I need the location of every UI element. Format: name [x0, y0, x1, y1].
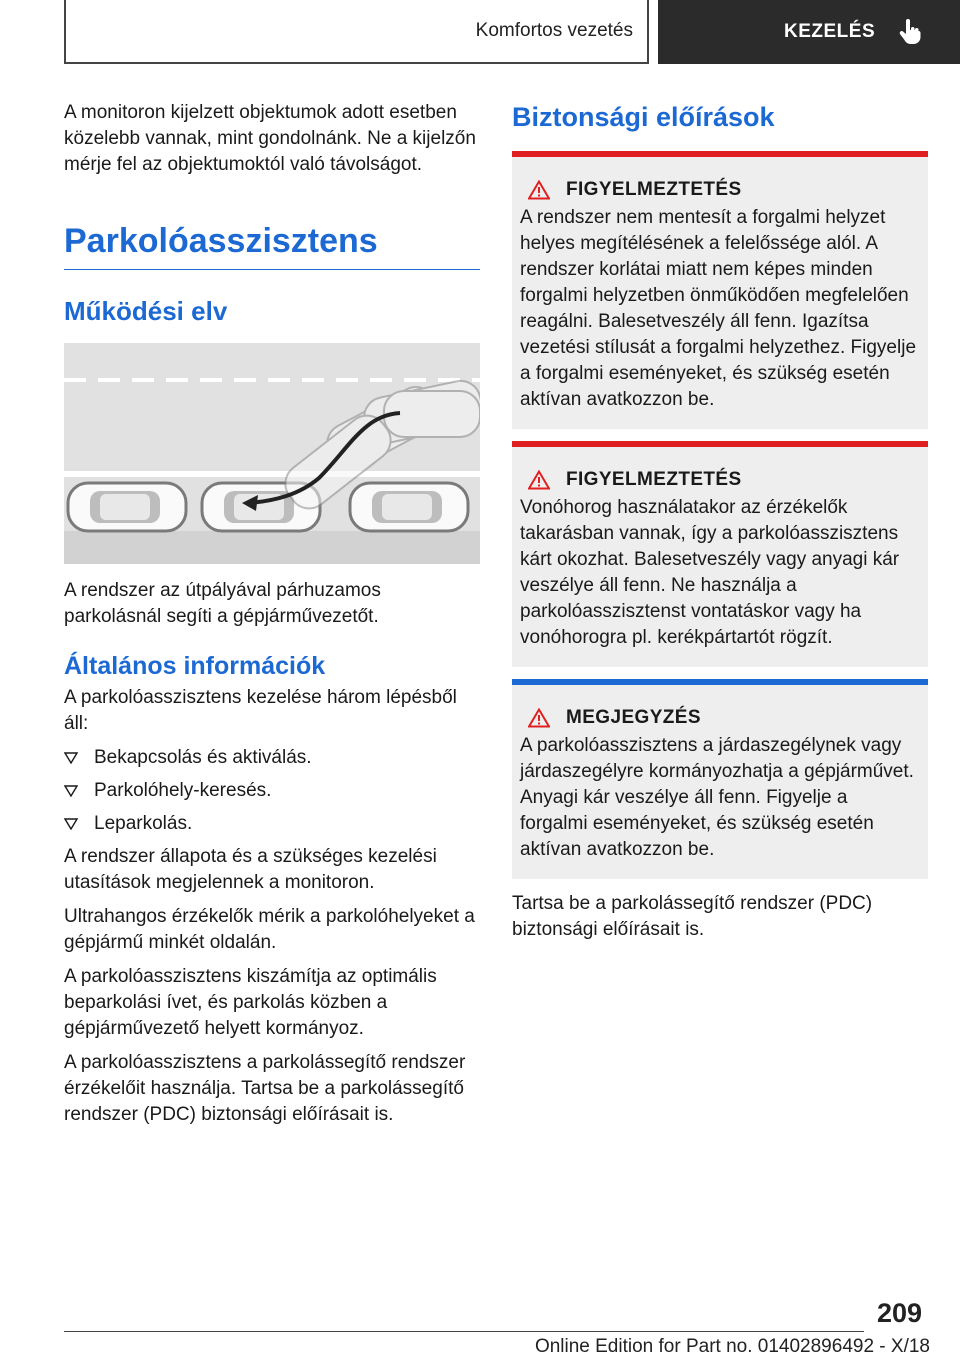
parallel-parking-diagram [64, 343, 480, 564]
triangle-bullet-icon [64, 785, 78, 797]
warning-notice-1 [512, 151, 928, 429]
warning-triangle-icon [528, 180, 550, 200]
paragraph-sensors: Ultrahangos érzékelők mérik a parkolóhelyeket a gépjármű minkét oldalán. [64, 906, 475, 953]
parking-illustration [64, 343, 480, 564]
parked-car-left [68, 483, 186, 531]
warning-triangle-icon [528, 470, 550, 490]
subheading-working-principle: Működési elv [64, 296, 228, 326]
triangle-bullet-icon [64, 818, 78, 830]
parked-car-right [350, 483, 468, 531]
notice-text: A rendszer nem mentesít a forgalmi helyzet helyes megítélésének a felelőssége alól. A rendszer korlátai miatt nem képes minden forgalmi helyzetben önműködően megfelelően reagálni. Balesetveszély áll fenn. Igazítsa vezetési stílusát a forgalmi helyzethez. Figyelje a forgalmi eseményeket, és szükség esetén aktívan avatkozzon be. [520, 207, 917, 410]
notice-text: A parkolóasszisztens a járdaszegélynek vagy járdaszegélyre kormányozhatja a gépjárművet. Anyagi kár veszélye áll fenn. Figyelje a forgalmi eseményeket, és szükség esetén aktívan avatkozzon be. [520, 735, 914, 860]
page-number: 209 [877, 1298, 923, 1328]
notice-title: FIGYELMEZTETÉS [566, 469, 742, 490]
header-section-tab [64, 0, 649, 64]
warning-triangle-icon [528, 708, 550, 728]
footer-divider [64, 1331, 864, 1332]
paragraph-steering: A parkolóasszisztens kiszámítja az optimális beparkolási ívet, és parkolás közben a gépjárművezető helyett kormányoz. [64, 966, 437, 1039]
general-intro: A parkolóasszisztens kezelése három lépésből áll: [64, 687, 457, 734]
paragraph-status: A rendszer állapota és a szükséges kezelési utasítások megjelennek a monitoron. [64, 846, 437, 893]
figure-caption: A rendszer az útpályával párhuzamos parkolásnál segíti a gépjárművezetőt. [64, 580, 381, 627]
paragraph-pdc: A parkolóasszisztens a parkolássegítő rendszer érzékelőit használja. Tartsa be a parkolássegítő rendszer (PDC) biztonsági előírásait is. [64, 1052, 466, 1125]
steps-list [64, 745, 480, 837]
note-notice [512, 679, 928, 879]
right-column [512, 100, 928, 943]
intro-paragraph: A monitoron kijelzett objektumok adott esetben közelebb vannak, mint gondolnánk. Ne a kijelzőn mérje fel az objektumoktól való távolságot. [64, 102, 476, 175]
list-item: Parkolóhely-keresés. [64, 778, 480, 804]
header-chapter-title: KEZELÉS [784, 21, 876, 42]
notice-text: Vonóhorog használatakor az érzékelők takarásban vannak, így a parkolóasszisztens kárt okozhat. Balesetveszély vagy anyagi kár veszélye áll fenn. Ne használja a parkolóasszisztenst vontatáskor vagy ha vonóhorogra pl. kerékpártartót rögzít. [520, 497, 900, 648]
notice-title: MEGJEGYZÉS [566, 707, 701, 728]
header-section-title: Komfortos vezetés [475, 20, 633, 41]
subheading-general-info: Általános információk [64, 652, 326, 680]
warning-notice-2 [512, 441, 928, 667]
triangle-bullet-icon [64, 752, 78, 764]
left-column [64, 100, 480, 1128]
closing-paragraph: Tartsa be a parkolássegítő rendszer (PDC) biztonsági előírásait is. [512, 893, 873, 940]
notice-title: FIGYELMEZTETÉS [566, 179, 742, 200]
list-item: Bekapcsolás és aktiválás. [64, 745, 480, 771]
section-heading-parking-assistant: Parkolóasszisztens [64, 222, 480, 270]
pointing-hand-icon [899, 19, 921, 45]
header-chapter-tab [658, 0, 960, 64]
footer-edition: Online Edition for Part no. 01402896492 - X/18 [534, 1336, 930, 1357]
subheading-safety: Biztonsági előírások [512, 102, 775, 132]
list-item: Leparkolás. [64, 811, 480, 837]
